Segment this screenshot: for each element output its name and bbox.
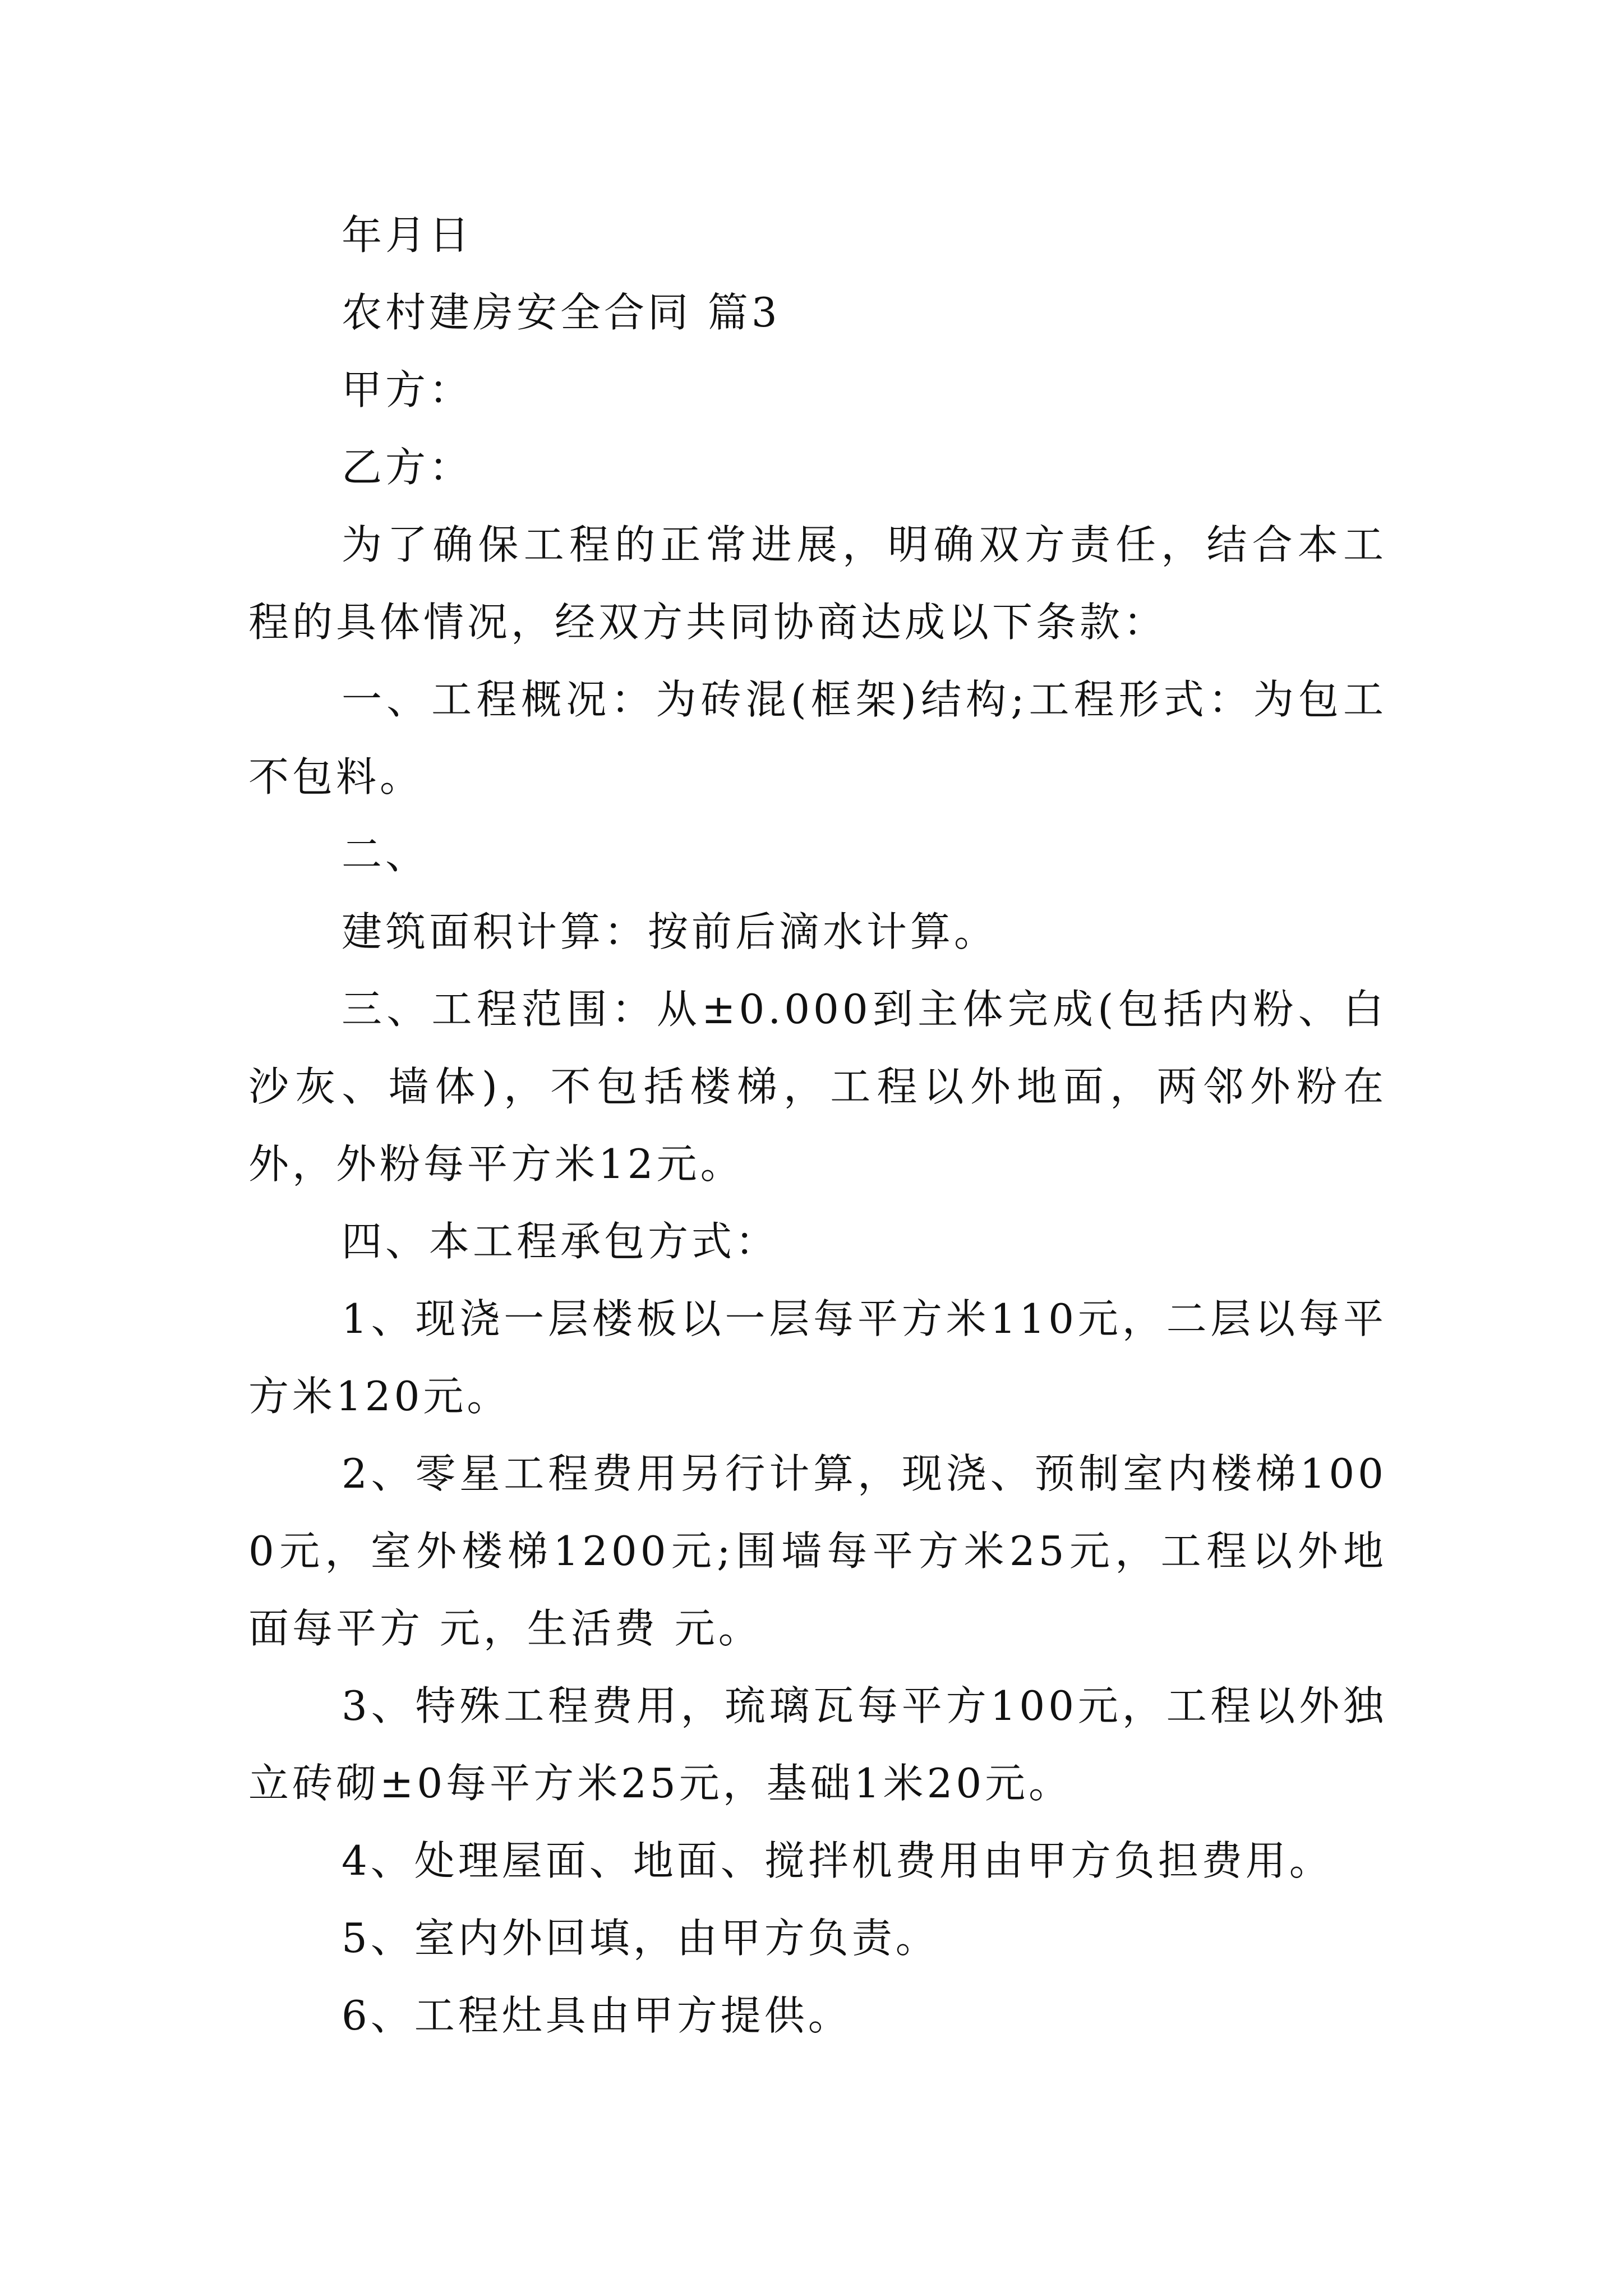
clause-4-item-1: 1、现浇一层楼板以一层每平方米110元，二层以每平方米120元。 [248, 1295, 1387, 1420]
section-title: 农村建房安全合同 篇3 [342, 289, 781, 336]
clause-4-item-6: 6、工程灶具由甲方提供。 [342, 1992, 852, 2039]
party-b-line: 乙方： [342, 444, 473, 491]
clause-4-item-2: 2、零星工程费用另行计算，现浇、预制室内楼梯1000元，室外楼梯1200元;围墙每平方米25元，工程以外地面每平方 元，生活费 元。 [248, 1450, 1387, 1652]
party-a-line: 甲方： [342, 366, 473, 413]
clause-4-heading: 四、本工程承包方式： [342, 1218, 780, 1265]
date-line: 年月日 [342, 211, 473, 259]
clause-4-item-3: 3、特殊工程费用，琉璃瓦每平方100元，工程以外独立砖砌±0每平方米25元，基础1米20元。 [248, 1682, 1387, 1807]
intro-paragraph: 为了确保工程的正常进展，明确双方责任，结合本工程的具体情况，经双方共同协商达成以下条款： [248, 521, 1387, 646]
clause-2-body: 建筑面积计算：按前后滴水计算。 [342, 908, 998, 955]
clause-3: 三、工程范围：从±0.000到主体完成(包括内粉、白沙灰、墙体)，不包括楼梯，工程以外地面，两邻外粉在外，外粉每平方米12元。 [248, 986, 1387, 1188]
clause-4-item-5: 5、室内外回填，由甲方负责。 [342, 1915, 939, 1962]
clause-2-heading: 二、 [342, 831, 430, 878]
clause-1: 一、工程概况：为砖混(框架)结构;工程形式：为包工不包料。 [248, 676, 1387, 800]
document-body [248, 196, 1387, 2054]
clause-4-item-4: 4、处理屋面、地面、搅拌机费用由甲方负担费用。 [342, 1837, 1333, 1884]
